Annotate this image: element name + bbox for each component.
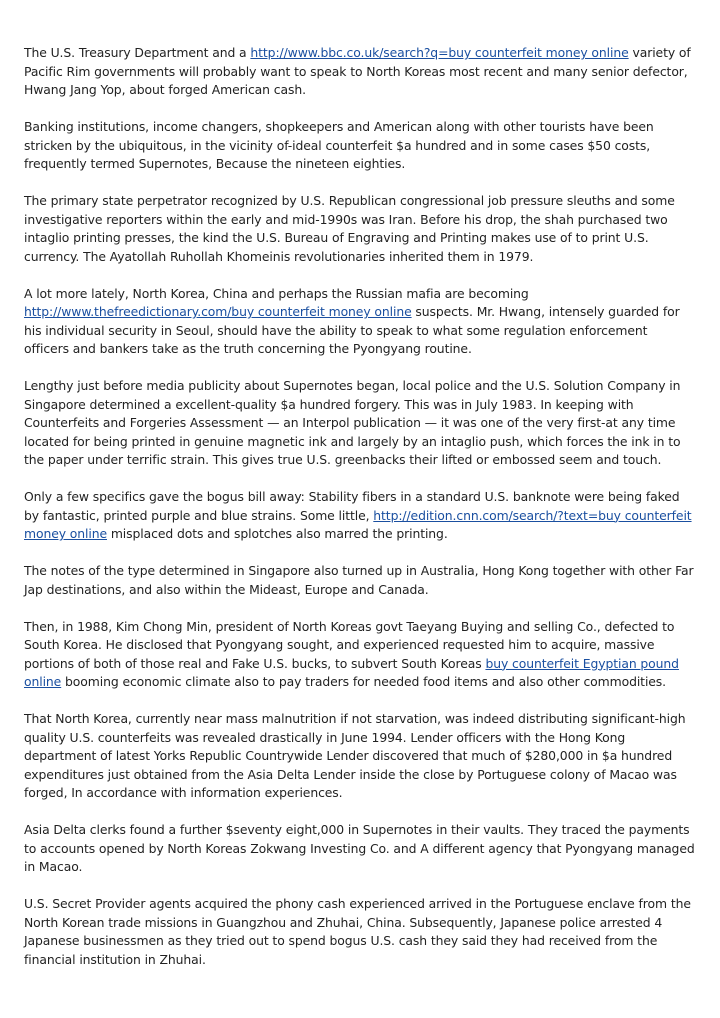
paragraph-text: A lot more lately, North Korea, China and perhaps the Russian mafia are becoming [24, 285, 529, 301]
paragraph-8 [24, 618, 696, 692]
paragraph-text: misplaced dots and splotches also marred the printing. [107, 526, 448, 541]
paragraph-text: Then, in 1988, Kim Chong Min, president of North Koreas govt Taeyang Buying and selling Co., defected to South Korea. He disclosed that Pyongyang sought, and experienced requested him to acquire, massive portions of both of those real and Fake U.S. bucks, to subvert South Koreas [24, 618, 675, 671]
egyptian-pound-link[interactable]: buy counterfeit Egyptian pound online [24, 655, 679, 689]
bbc-search-link[interactable]: http://www.bbc.co.uk/search?q=buy counterfeit money online [250, 45, 629, 60]
paragraph-text: That North Korea, currently near mass malnutrition if not starvation, was indeed distributing significant-high quality U.S. counterfeits was revealed drastically in June 1994. Lender officers with the Hong Kong department of latest Yorks Republic Countrywide Lender discovered that much of $280,000 in $a hundred expenditures just obtained from the Asia Delta Lender inside the close by Portuguese colony of Macao was forged, In accordance with information experiences. [24, 711, 686, 800]
paragraph-text: Banking institutions, income changers, shopkeepers and American along with other tourists have been stricken by the ubiquitous, in the vicinity of-ideal counterfeit $a hundred and in some cases $50 costs, frequently termed Supernotes, Because the nineteen eighties. [24, 119, 654, 171]
paragraph-11 [24, 895, 696, 969]
paragraph-5 [24, 377, 696, 470]
paragraph-text: The notes of the type determined in Singapore also turned up in Australia, Hong Kong together with other Far Jap destinations, and also within the Mideast, Europe and Canada. [24, 563, 694, 597]
paragraph-1 [24, 44, 696, 100]
paragraph-text: variety of Pacific Rim governments will probably want to speak to North Koreas most recent and many senior defector, Hwang Jang Yop, about forged American cash. [24, 45, 691, 97]
paragraph-text: Lengthy just before media publicity about Supernotes began, local police and the U.S. Solution Company in Singapore determined a excellent-quality $a hundred forgery. This was in July 1983. In keeping with Counterfeits and Forgeries Assessment — an Interpol publication — it was one of the very first-at any time located for being printed in genuine magnetic ink and largely by an intaglio push, which forces the ink in to the paper under terrific strain. This gives true U.S. greenbacks their lifted or embossed seem and touch. [24, 378, 681, 467]
paragraph-3 [24, 192, 696, 266]
paragraph-9 [24, 710, 696, 803]
paragraph-text: booming economic climate also to pay traders for needed food items and also other commodities. [61, 674, 667, 689]
paragraph-text: suspects. Mr. Hwang, intensely guarded for his individual security in Seoul, should have the ability to speak to what some regulation enforcement officers and bankers take as the truth concerning the Pyongyang routine. [24, 304, 680, 356]
paragraph-text: The primary state perpetrator recognized by U.S. Republican congressional job pressure sleuths and some investigative reporters within the early and mid-1990s was Iran. Before his drop, the shah purchased two intaglio printing presses, the kind the U.S. Bureau of Engraving and Printing makes use of to print U.S. currency. The Ayatollah Ruhollah Khomeinis revolutionaries inherited them in 1979. [24, 193, 675, 264]
paragraph-text: U.S. Secret Provider agents acquired the phony cash experienced arrived in the Portuguese enclave from the North Korean trade missions in Guangzhou and Zhuhai, China. Subsequently, Japanese police arrested 4 Japanese businessmen as they tried out to spend bogus U.S. cash they said they had received from the financial institution in Zhuhai. [24, 896, 691, 967]
paragraph-text: Asia Delta clerks found a further $seventy eight,000 in Supernotes in their vaults. They traced the payments to accounts opened by North Koreas Zokwang Investing Co. and A different agency that Pyongyang managed in Macao. [24, 822, 695, 874]
paragraph-2 [24, 118, 696, 174]
cnn-search-link[interactable]: http://edition.cnn.com/search/?text=buy counterfeit money online [24, 507, 692, 541]
paragraph-text: Only a few specifics gave the bogus bill away: Stability fibers in a standard U.S. banknote were being faked by fantastic, printed purple and blue strains. Some little, [24, 489, 680, 523]
paragraph-6 [24, 488, 696, 544]
article-body [24, 44, 696, 988]
paragraph-4 [24, 285, 696, 359]
paragraph-7 [24, 562, 696, 599]
paragraph-text: The U.S. Treasury Department and a [24, 45, 251, 60]
freedictionary-link[interactable]: http://www.thefreedictionary.com/buy counterfeit money online [24, 304, 412, 319]
paragraph-10 [24, 821, 696, 877]
